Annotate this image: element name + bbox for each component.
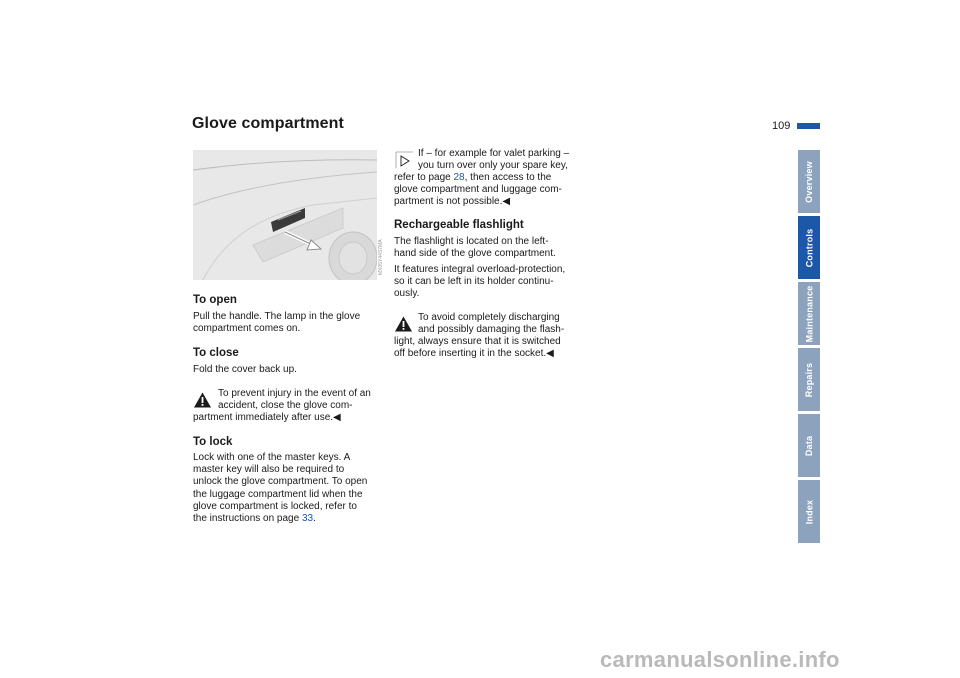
- page-link-33[interactable]: 33: [301, 513, 314, 525]
- page-number-bar: [797, 123, 820, 129]
- heading-to-open: To open: [193, 294, 237, 306]
- flash-warning-rest: light, always ensure that it is switched off before inserting it in the socket.◀: [394, 336, 561, 360]
- flashlight-p1: The flashlight is located on the left- hand side of the glove compartment.: [394, 236, 556, 260]
- tab-index[interactable]: [798, 480, 820, 543]
- tab-data[interactable]: [798, 414, 820, 477]
- flashlight-p2: It features integral overload-protection, so it can be left in its holder continu- ously.: [394, 264, 566, 300]
- page-link-28[interactable]: 28: [453, 172, 465, 183]
- note-line3-pre: refer to page: [394, 172, 454, 183]
- tab-overview-label: Overview: [804, 160, 815, 203]
- note-arrow-icon: [395, 151, 414, 169]
- tab-overview[interactable]: [798, 150, 820, 213]
- tab-index-label: Index: [804, 499, 815, 524]
- note-line1: If – for example for valet parking –: [418, 148, 570, 159]
- glove-compartment-drawing: [193, 150, 377, 280]
- heading-rechargeable-flashlight: Rechargeable flashlight: [394, 219, 524, 231]
- tab-controls-label: Controls: [804, 228, 815, 267]
- tab-repairs[interactable]: [798, 348, 820, 411]
- warning-triangle-icon: [394, 315, 413, 333]
- to-lock-text: [193, 452, 367, 525]
- glove-compartment-illustration: [193, 150, 377, 280]
- note-line3-post: , then access to the: [464, 172, 552, 183]
- page-title: Glove compartment: [192, 115, 344, 132]
- tab-data-label: Data: [804, 435, 814, 456]
- close-warning-line1: To prevent injury in the event of an: [218, 388, 371, 399]
- heading-to-lock: To lock: [193, 436, 233, 448]
- to-lock-body: Lock with one of the master keys. A master key will also be required to unlock the glove compartment. To open the luggage compartment lid when the glove compartment is locked, refer to the instructions on page: [193, 452, 368, 525]
- tab-maintenance-label: Maintenance: [804, 285, 814, 342]
- flash-warning-line2: and possibly damaging the flash-: [418, 324, 565, 335]
- note-line3: [394, 172, 551, 184]
- close-warning-rest: partment immediately after use.◀: [193, 412, 341, 423]
- flash-warning-line1: To avoid completely discharging: [418, 312, 560, 323]
- figure-code: MX05Y44S7MA: [378, 239, 384, 275]
- heading-to-close: To close: [193, 347, 239, 359]
- note-rest: glove compartment and luggage com- partment is not possible.◀: [394, 184, 562, 208]
- tab-controls[interactable]: [798, 216, 820, 279]
- to-close-text: Fold the cover back up.: [193, 364, 297, 375]
- to-lock-end: .: [313, 513, 316, 525]
- note-line2: you turn over only your spare key,: [418, 160, 568, 171]
- tab-maintenance[interactable]: [798, 282, 820, 345]
- tab-repairs-label: Repairs: [804, 362, 815, 397]
- footer-watermark: carmanualsonline.info: [600, 647, 840, 672]
- page-number: 109: [772, 120, 791, 132]
- to-open-text: Pull the handle. The lamp in the glove compartment comes on.: [193, 311, 361, 335]
- close-warning-line2: accident, close the glove com-: [218, 400, 353, 411]
- warning-triangle-icon: [193, 391, 212, 409]
